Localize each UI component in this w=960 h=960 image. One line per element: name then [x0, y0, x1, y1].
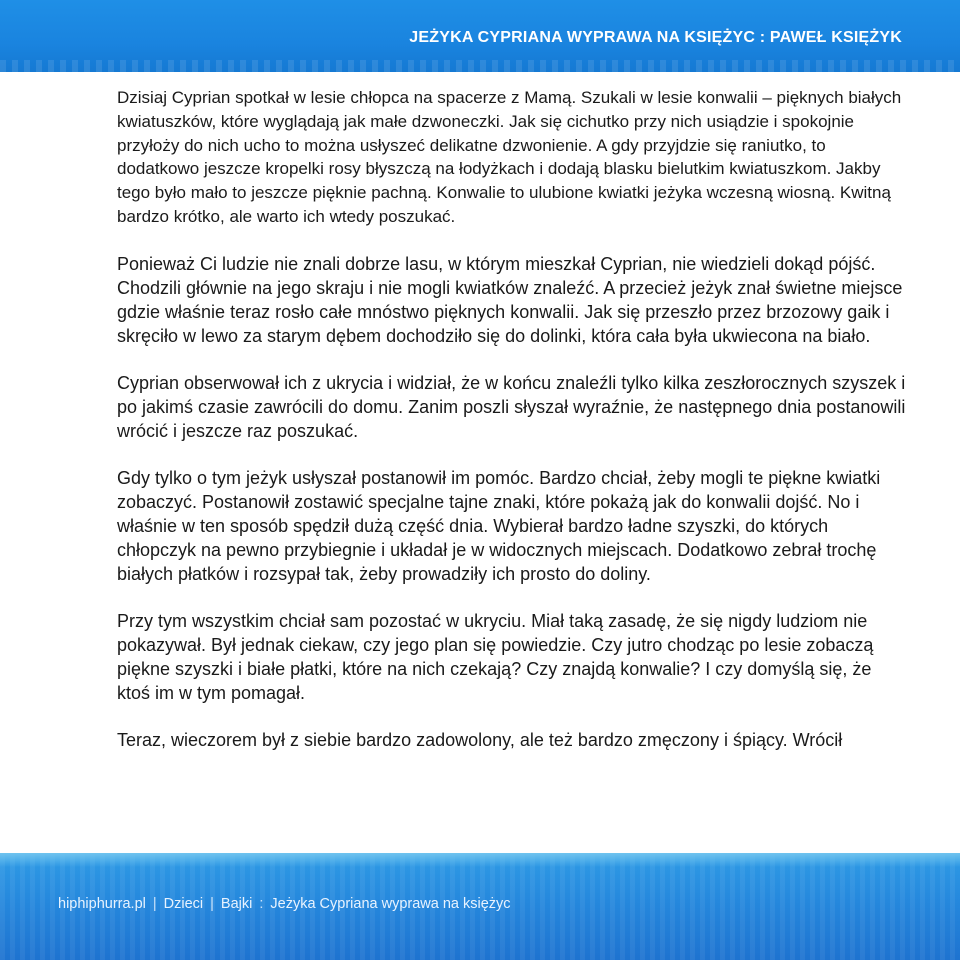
page-footer — [0, 853, 960, 960]
paragraph: Cyprian obserwował ich z ukrycia i widział, że w końcu znaleźli tylko kilka zeszłorocznych szyszek i po jakimś czasie zawrócili do domu. Zanim poszli słyszał wyraźnie, że następnego dnia postanowili wrócić i jeszcze raz poszukać. — [117, 372, 906, 441]
breadcrumb — [58, 896, 511, 912]
breadcrumb-separator: | — [210, 896, 214, 912]
breadcrumb-current-page: Jeżyka Cypriana wyprawa na księżyc — [270, 896, 511, 912]
breadcrumb-children-link[interactable]: Dzieci — [163, 896, 204, 912]
document-title: JEŻYKA CYPRIANA WYPRAWA NA KSIĘŻYC : PAWEŁ KSIĘŻYK — [409, 29, 902, 46]
paragraph: Ponieważ Ci ludzie nie znali dobrze lasu, w którym mieszkał Cyprian, nie wiedzieli dokąd pójść. Chodzili głównie na jego skraju i nie mogli kwiatków znaleźć. A przecież jeżyk znał świetne miejsce gdzie właśnie teraz rosło całe mnóstwo pięknych konwalii. Jak się przeszło przez brzozowy gaik i skręciło w lewo za starym dębem dochodziło się do dolinki, która cała była ukwiecona na biało. — [117, 253, 903, 346]
paragraph: Przy tym wszystkim chciał sam pozostać w ukryciu. Miał taką zasadę, że się nigdy ludziom nie pokazywał. Był jednak ciekaw, czy jego plan się powiedzie. Czy jutro chodząc po lesie zobaczą piękne szyszki i białe płatki, które na nich czekają? Czy znajdą konwalie? I czy domyślą się, że ktoś im w tym pomagał. — [117, 610, 874, 703]
breadcrumb-site-link[interactable]: hiphiphurra.pl — [58, 896, 146, 912]
page-header — [0, 0, 960, 72]
paragraph: Dzisiaj Cyprian spotkał w lesie chłopca na spacerze z Mamą. Szukali w lesie konwalii – pięknych białych kwiatuszków, które wyglądają jak małe dzwoneczki. Jak się cichutko przy nich usiądzie i spokojnie przyłoży do nich ucho to można usłyszeć delikatne dzwonienie. A gdy przyjdzie się raniutko, to dodatkowo jeszcze kropelki rosy błyszczą na łodyżkach i dodają blasku bielutkim kwiatuszkom. Jakby tego było mało to jeszcze pięknie pachną. Konwalie to ulubione kwiatki jeżyka wczesną wiosną. Kwitną bardzo krótko, ale warto ich wtedy poszukać. — [117, 88, 902, 226]
paragraph: Teraz, wieczorem był z siebie bardzo zadowolony, ale też bardzo zmęczony i śpiący. Wrócił — [117, 729, 843, 750]
breadcrumb-separator: : — [259, 896, 264, 912]
paragraph: Gdy tylko o tym jeżyk usłyszał postanowił im pomóc. Bardzo chciał, żeby mogli te piękne kwiatki zobaczyć. Postanowił zostawić specjalne tajne znaki, które pokażą jak do konwalii dojść. No i właśnie w ten sposób spędził dużą część dnia. Wybierał bardzo ładne szyszki, do których chłopczyk na pewno przybiegnie i układał je w widocznych miejscach. Dodatkowo zebrał trochę białych płatków i rozsypał tak, żeby prowadziły ich prosto do doliny. — [117, 467, 881, 584]
breadcrumb-stories-link[interactable]: Bajki — [220, 896, 253, 912]
article-body — [117, 86, 907, 775]
breadcrumb-separator: | — [152, 896, 157, 912]
